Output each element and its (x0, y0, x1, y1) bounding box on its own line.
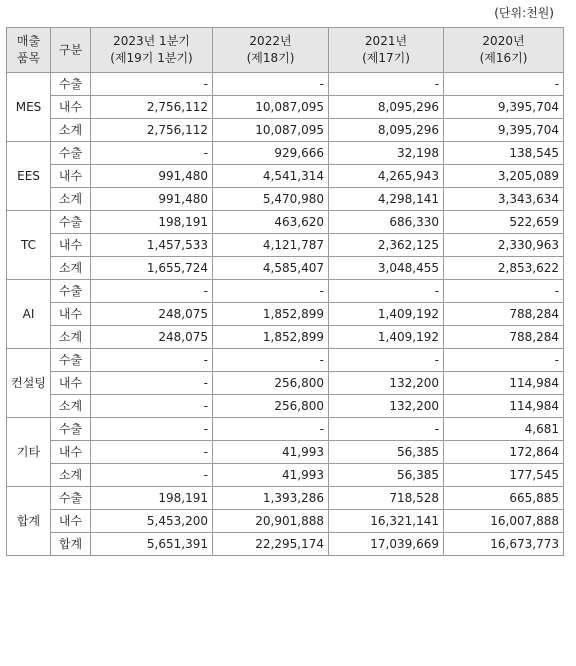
table-row (7, 280, 564, 303)
value-cell: 256,800 (213, 372, 329, 395)
value-cell: 10,087,095 (213, 119, 329, 142)
product-name-cell: 기타 (7, 418, 51, 487)
value-cell: 1,409,192 (329, 326, 444, 349)
value-cell: 9,395,704 (444, 96, 564, 119)
value-cell: 56,385 (329, 464, 444, 487)
value-cell: 10,087,095 (213, 96, 329, 119)
value-cell: 2,853,622 (444, 257, 564, 280)
value-cell: 686,330 (329, 211, 444, 234)
header-period-2021 (329, 28, 444, 73)
value-cell: 177,545 (444, 464, 564, 487)
value-cell: 991,480 (91, 165, 213, 188)
value-cell: 132,200 (329, 395, 444, 418)
value-cell: 4,265,943 (329, 165, 444, 188)
header-period-line2: (제16기) (479, 51, 528, 65)
value-cell: 198,191 (91, 211, 213, 234)
header-period-line1: 2021년 (364, 34, 408, 48)
header-period-2020 (444, 28, 564, 73)
value-cell: 4,121,787 (213, 234, 329, 257)
division-cell: 내수 (51, 234, 91, 257)
unit-label: (단위:천원) (494, 6, 554, 20)
division-cell: 소계 (51, 119, 91, 142)
value-cell: 3,343,634 (444, 188, 564, 211)
division-cell: 수출 (51, 487, 91, 510)
value-cell: 248,075 (91, 326, 213, 349)
value-cell: 1,409,192 (329, 303, 444, 326)
value-cell: 5,651,391 (91, 533, 213, 556)
value-cell: 2,756,112 (91, 119, 213, 142)
value-cell: 9,395,704 (444, 119, 564, 142)
division-cell: 소계 (51, 188, 91, 211)
value-cell: 56,385 (329, 441, 444, 464)
header-product (7, 28, 51, 73)
table-row (7, 510, 564, 533)
value-cell: 5,453,200 (91, 510, 213, 533)
product-name-cell: 합계 (7, 487, 51, 556)
product-name-cell: AI (7, 280, 51, 349)
value-cell: 114,984 (444, 395, 564, 418)
value-cell: 463,620 (213, 211, 329, 234)
header-period-line1: 2023년 1분기 (113, 34, 190, 48)
table-row (7, 257, 564, 280)
header-period-line2: (제19기 1분기) (110, 51, 193, 65)
value-cell: 22,295,174 (213, 533, 329, 556)
value-cell: 1,393,286 (213, 487, 329, 510)
value-cell: 16,673,773 (444, 533, 564, 556)
header-period-2022 (213, 28, 329, 73)
division-cell: 수출 (51, 211, 91, 234)
value-cell: 2,362,125 (329, 234, 444, 257)
product-name-cell: EES (7, 142, 51, 211)
division-cell: 합계 (51, 533, 91, 556)
value-cell: 256,800 (213, 395, 329, 418)
division-cell: 소계 (51, 326, 91, 349)
value-cell: 788,284 (444, 326, 564, 349)
table-row (7, 234, 564, 257)
table-row (7, 487, 564, 510)
table-row (7, 349, 564, 372)
value-cell: 5,470,980 (213, 188, 329, 211)
value-cell: - (91, 441, 213, 464)
value-cell: 114,984 (444, 372, 564, 395)
value-cell: - (91, 464, 213, 487)
header-product-line1: 매출 (16, 34, 41, 48)
table-row (7, 395, 564, 418)
value-cell: - (444, 280, 564, 303)
table-row (7, 142, 564, 165)
table-row (7, 372, 564, 395)
division-cell: 내수 (51, 303, 91, 326)
header-period-line1: 2020년 (482, 34, 525, 48)
value-cell: - (91, 73, 213, 96)
product-name-cell: MES (7, 73, 51, 142)
value-cell: - (91, 349, 213, 372)
table-row (7, 211, 564, 234)
value-cell: - (213, 280, 329, 303)
value-cell: 4,585,407 (213, 257, 329, 280)
value-cell: - (444, 349, 564, 372)
table-row (7, 165, 564, 188)
value-cell: 4,681 (444, 418, 564, 441)
header-period-2023q1 (91, 28, 213, 73)
division-cell: 내수 (51, 441, 91, 464)
table-row (7, 326, 564, 349)
table-body (7, 73, 564, 556)
division-cell: 수출 (51, 142, 91, 165)
table-row (7, 73, 564, 96)
value-cell: - (213, 418, 329, 441)
value-cell: - (91, 395, 213, 418)
value-cell: 8,095,296 (329, 119, 444, 142)
value-cell: 8,095,296 (329, 96, 444, 119)
value-cell: 929,666 (213, 142, 329, 165)
value-cell: - (213, 349, 329, 372)
value-cell: 20,901,888 (213, 510, 329, 533)
value-cell: 718,528 (329, 487, 444, 510)
value-cell: - (91, 418, 213, 441)
division-cell: 수출 (51, 349, 91, 372)
division-cell: 소계 (51, 257, 91, 280)
value-cell: - (329, 349, 444, 372)
header-period-line1: 2022년 (249, 34, 292, 48)
table-row (7, 464, 564, 487)
value-cell: 16,321,141 (329, 510, 444, 533)
value-cell: 32,198 (329, 142, 444, 165)
value-cell: 665,885 (444, 487, 564, 510)
header-division: 구분 (51, 28, 91, 73)
division-cell: 수출 (51, 73, 91, 96)
value-cell: 4,541,314 (213, 165, 329, 188)
table-row (7, 303, 564, 326)
value-cell: 3,205,089 (444, 165, 564, 188)
division-cell: 내수 (51, 96, 91, 119)
product-name-cell: TC (7, 211, 51, 280)
value-cell: 2,756,112 (91, 96, 213, 119)
header-period-line2: (제17기) (362, 51, 410, 65)
header-period-line2: (제18기) (246, 51, 295, 65)
value-cell: 1,852,899 (213, 303, 329, 326)
value-cell: 3,048,455 (329, 257, 444, 280)
value-cell: 198,191 (91, 487, 213, 510)
value-cell: 788,284 (444, 303, 564, 326)
value-cell: 41,993 (213, 464, 329, 487)
value-cell: - (329, 418, 444, 441)
value-cell: - (444, 73, 564, 96)
header-product-line2: 품목 (16, 51, 41, 65)
division-cell: 내수 (51, 510, 91, 533)
value-cell: - (329, 73, 444, 96)
table-row (7, 418, 564, 441)
value-cell: 2,330,963 (444, 234, 564, 257)
division-cell: 내수 (51, 372, 91, 395)
value-cell: 1,457,533 (91, 234, 213, 257)
value-cell: 172,864 (444, 441, 564, 464)
table-row (7, 96, 564, 119)
value-cell: - (91, 280, 213, 303)
sales-table (6, 27, 564, 556)
table-row (7, 188, 564, 211)
header-row (7, 28, 564, 73)
value-cell: 991,480 (91, 188, 213, 211)
value-cell: 16,007,888 (444, 510, 564, 533)
value-cell: 522,659 (444, 211, 564, 234)
division-cell: 수출 (51, 280, 91, 303)
division-cell: 소계 (51, 464, 91, 487)
value-cell: 138,545 (444, 142, 564, 165)
table-row (7, 533, 564, 556)
value-cell: - (91, 372, 213, 395)
value-cell: - (91, 142, 213, 165)
table-row (7, 441, 564, 464)
product-name-cell: 컨설팅 (7, 349, 51, 418)
value-cell: - (213, 73, 329, 96)
value-cell: 132,200 (329, 372, 444, 395)
division-cell: 내수 (51, 165, 91, 188)
value-cell: 248,075 (91, 303, 213, 326)
value-cell: 4,298,141 (329, 188, 444, 211)
value-cell: 41,993 (213, 441, 329, 464)
value-cell: 17,039,669 (329, 533, 444, 556)
table-row (7, 119, 564, 142)
division-cell: 수출 (51, 418, 91, 441)
value-cell: - (329, 280, 444, 303)
division-cell: 소계 (51, 395, 91, 418)
value-cell: 1,655,724 (91, 257, 213, 280)
value-cell: 1,852,899 (213, 326, 329, 349)
